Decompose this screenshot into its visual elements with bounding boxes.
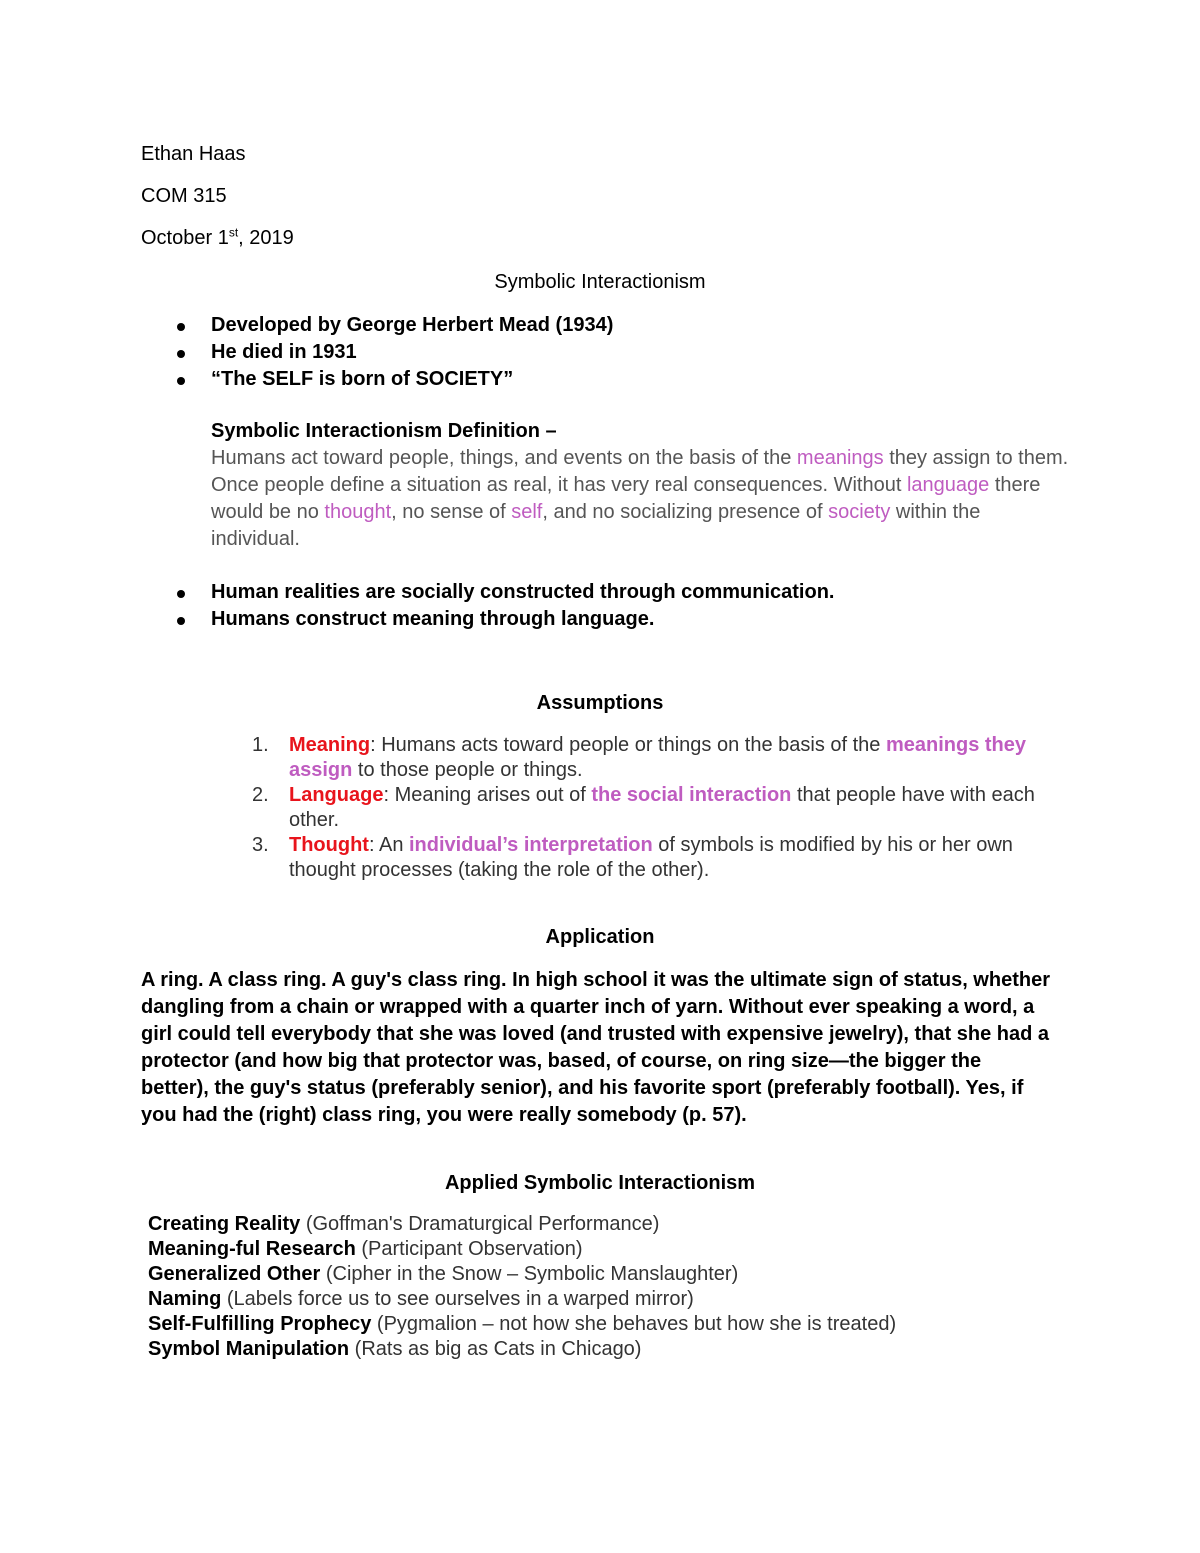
bullet-icon [177,350,185,358]
summary-bullet-list [170,579,834,633]
list-item: Naming (Labels force us to see ourselves in a warped mirror) [148,1288,694,1310]
author-name: Ethan Haas [141,143,246,165]
course-code: COM 315 [141,185,227,207]
list-item: 1. Meaning: Humans acts toward people or things on the basis of the meanings they assign to those people or things. [252,734,1027,781]
definition-heading: Symbolic Interactionism Definition – [211,420,557,442]
applied-heading: Applied Symbolic Interactionism [444,1172,756,1194]
list-item: Developed by George Herbert Mead (1934) [170,312,613,339]
list-item: Generalized Other (Cipher in the Snow – Symbolic Manslaughter) [148,1263,739,1285]
bullet-icon [177,617,185,625]
application-heading: Application [545,926,655,948]
list-item: “The SELF is born of SOCIETY” [170,366,613,393]
list-item: He died in 1931 [170,339,613,366]
list-item: Human realities are socially constructed through communication. [170,579,834,606]
list-item: Symbol Manipulation (Rats as big as Cats in Chicago) [148,1338,642,1360]
list-item: Meaning-ful Research (Participant Observation) [148,1238,583,1260]
list-item: 2. Language: Meaning arises out of the social interaction that people have with each other. [252,784,1035,831]
bullet-icon [177,323,185,331]
applied-list [148,1212,896,1362]
definition-block [211,418,1071,553]
list-item: 3. Thought: An individual’s interpretation of symbols is modified by his or her own thought processes (taking the role of the other). [252,834,1013,881]
list-item: Humans construct meaning through language. [170,606,834,633]
list-item: Self-Fulfilling Prophecy (Pygmalion – not how she behaves but how she is treated) [148,1313,897,1335]
definition-text: Humans act toward people, things, and events on the basis of the meanings they assign to them. Once people define a situation as real, it has very real consequences. Without language there would be no thought, no sense of self, and no socializing presence of society within the individual. [211,447,1069,550]
list-item: Creating Reality (Goffman's Dramaturgical Performance) [148,1213,660,1235]
intro-bullet-list [170,312,613,393]
date-line: October 1st, 2019 [141,225,294,249]
assumptions-list [252,733,1052,883]
bullet-icon [177,590,185,598]
bullet-icon [177,377,185,385]
application-text: A ring. A class ring. A guy's class ring. In high school it was the ultimate sign of status, whether dangling from a chain or wrapped with a quarter inch of yarn. Without ever speaking a word, a girl could tell everybody that she was loved (and trusted with expensive jewelry), that she had a protector (and how big that protector was, based, of course, on ring size—the bigger the better), the guy's status (preferably senior), and his favorite sport (preferably football). Yes, if you had the (right) class ring, you were really somebody (p. 57). [141,969,1050,1126]
assumptions-heading: Assumptions [536,692,664,714]
document-title: Symbolic Interactionism [494,271,706,293]
